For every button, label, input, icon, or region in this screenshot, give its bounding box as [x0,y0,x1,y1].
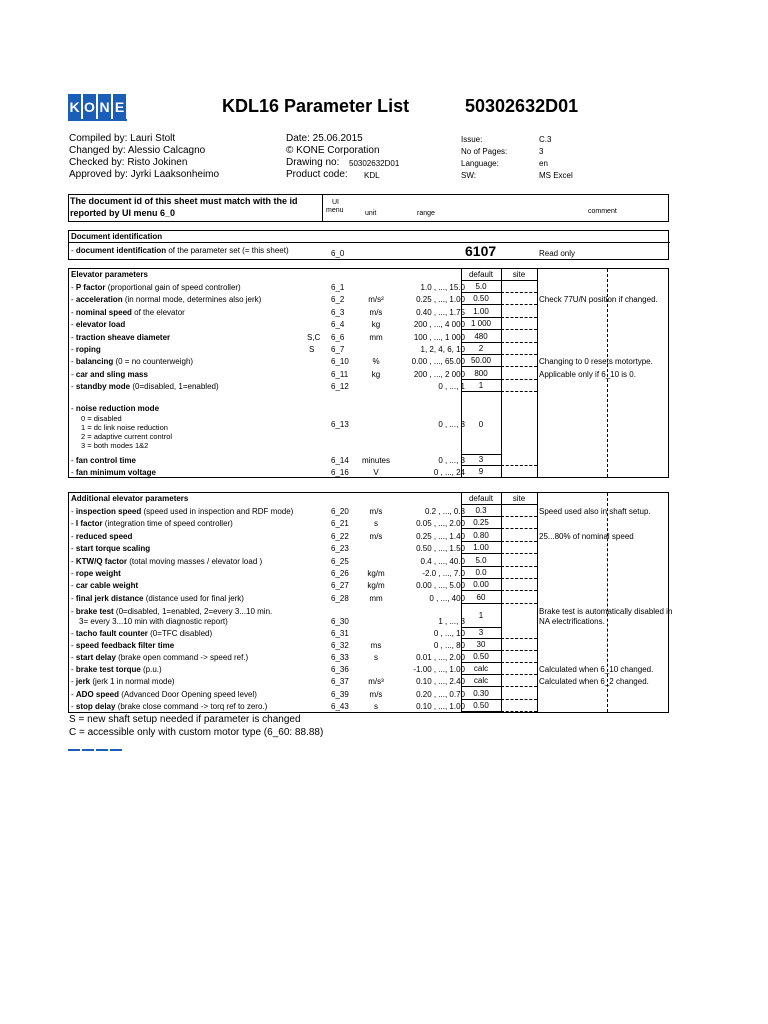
param-default: 60 [461,592,501,604]
additional-site-header: site [512,494,526,503]
param-ui-menu: 6_16 [331,467,349,477]
sw-label: SW: [461,171,476,180]
param-range: 0.2 , ..., 0.3 [424,507,465,516]
param-range: 200 , ..., 2 000 [413,369,465,379]
param-unit: m/s [369,307,383,317]
param-name: ADO speed [75,689,120,699]
param-unit: minutes [361,456,390,465]
param-range: 0 , ..., 3 [438,456,465,465]
param-comment: Changing to 0 resets motortype. [539,357,653,367]
elevator-default-header: default [468,270,494,279]
brake-test-default: 1 [478,611,484,620]
doc-id-desc-bold: document identification [75,246,167,255]
unit-header: unit [365,210,377,217]
param-unit: kg [371,320,381,330]
param-ui-menu: 6_43 [331,701,349,711]
param-default: calc [461,663,501,675]
param-desc: - I factor (integration time of speed controller) [71,519,233,529]
brake-test-desc: - brake test (0=disabled, 1=enabled, 2=every 3...10 min. [71,607,273,616]
param-default: 2 [461,343,501,355]
doc-id-ui: 6_0 [331,249,345,258]
param-note: (brake open command -> speed ref.) [115,653,249,663]
param-range: 0 , ..., 24 [433,467,465,477]
parameter-row [69,281,670,293]
pages-label: No of Pages: [461,147,508,156]
param-note: (in normal mode, determines also jerk) [122,295,262,305]
param-ui-menu: 6_27 [331,581,349,591]
parameter-row [69,505,670,517]
param-ui-menu: 6_11 [331,369,349,379]
param-name: start torque scaling [75,544,151,554]
param-default: calc [461,675,501,687]
param-ui-menu: 6_14 [331,456,349,465]
brake-test-range: 1 , ..., 3 [438,617,465,626]
param-site [501,281,537,293]
param-site [501,579,537,591]
param-name: roping [75,345,101,354]
param-unit: kg [371,369,381,379]
param-unit: m/s³ [368,677,384,687]
parameter-row [69,639,670,651]
param-desc: - car and sling mass [71,369,148,379]
param-desc: - start delay (brake open command -> speed ref.) [71,653,249,663]
product-code: KDL [364,171,380,180]
param-desc: - standby mode (0=disabled, 1=enabled) [71,382,219,392]
param-desc: - start torque scaling [71,544,151,554]
doc-id-desc-rest: of the parameter set (= this sheet) [166,246,289,255]
param-unit: kg/m [367,581,385,591]
param-ui-menu: 6_22 [331,531,349,541]
param-default: 3 [461,454,501,466]
compiled-by: Compiled by: Lauri Stolt [69,133,176,144]
param-desc: - fan minimum voltage [71,467,156,477]
param-note: (proportional gain of speed controller) [105,283,241,292]
param-name: fan control time [75,456,136,465]
param-comment: 25...80% of nominal speed [539,531,634,541]
additional-section [68,492,673,713]
document-number: 50302632D01 [465,96,579,116]
parameter-row [69,688,670,700]
param-name: standby mode [75,382,131,392]
param-default: 50.00 [461,355,501,367]
param-ui-menu: 6_25 [331,556,349,566]
param-ui-menu: 6_32 [331,641,349,651]
param-comment: Check 77U/N position if changed. [539,295,658,305]
param-comment: Calculated when 6_10 changed. [539,665,654,675]
param-unit: s [374,701,378,711]
param-default: 0.0 [461,567,501,579]
param-default: 1 [461,380,501,392]
param-ui-menu: 6_12 [331,382,349,392]
param-range: 0 , ..., 10 [433,629,465,638]
param-default: 3 [461,627,501,639]
param-default: 0.3 [461,505,501,517]
param-note: (integration time of speed controller) [102,519,233,529]
footnote-s: S = new shaft setup needed if parameter is changed [69,714,301,725]
param-range: 0.20 , ..., 0.70 [416,689,465,699]
param-ui-menu: 6_28 [331,593,349,603]
param-range: 100 , ..., 1 000 [413,332,465,342]
param-name: stop delay [75,701,116,711]
param-site [501,675,537,687]
footnote-c: C = accessible only with custom motor type (6_60: 88.88) [69,727,324,738]
parameter-row [69,592,670,604]
parameter-row [69,700,670,712]
ui-header-2: menu [326,207,344,214]
noise-ui: 6_13 [331,420,349,429]
param-site [501,663,537,675]
param-unit: m/s² [368,295,384,305]
param-site [501,567,537,579]
parameter-row [69,675,670,687]
noise-option-0: 0 = disabled [81,414,122,423]
param-site [501,555,537,567]
param-ui-menu: 6_10 [331,357,349,367]
param-desc: - P factor (proportional gain of speed controller) [71,283,241,292]
param-unit: ms [370,641,382,651]
param-site [501,293,537,305]
param-default: 0.00 [461,579,501,591]
brake-test-line2: 3= every 3...10 min with diagnostic report) [79,617,228,626]
noise-reduction-bold: noise reduction mode [75,404,160,413]
parameter-row [69,663,670,675]
param-site [501,505,537,517]
param-name: tacho fault counter [75,629,148,638]
param-name: jerk [75,677,91,687]
param-name: rope weight [75,569,121,578]
param-range: 200 , ..., 4 000 [413,320,465,330]
parameter-row [69,579,670,591]
param-name: balancing [75,357,114,367]
param-range: 0.10 , ..., 2.40 [416,677,465,687]
param-default: 0.80 [461,530,501,542]
param-range: 0.4 , ..., 40.0 [420,556,465,566]
param-name: nominal speed [75,307,132,317]
param-range: 0.10 , ..., 1.00 [416,701,465,711]
param-site [501,343,537,355]
param-desc: - final jerk distance (distance used for final jerk) [71,593,244,603]
param-ui-menu: 6_33 [331,653,349,663]
param-range: 0.05 , ..., 2.00 [416,519,465,529]
param-range: 0.25 , ..., 1.40 [416,531,465,541]
elevator-site-header: site [512,270,526,279]
param-site [501,530,537,542]
brake-test-comment-1: Brake test is automatically disabled in [539,607,673,616]
param-name: I factor [75,519,103,529]
param-ui-menu: 6_3 [331,307,345,317]
param-ui-menu: 6_20 [331,507,349,516]
param-note: (0=disabled, 1=enabled) [130,382,219,392]
param-name: final jerk distance [75,593,144,603]
parameter-row [69,627,670,639]
parameter-row [69,555,670,567]
doc-id-comment: Read only [539,249,576,258]
param-default: 0.30 [461,688,501,700]
parameter-row [69,517,670,529]
brake-test-bold: brake test [75,607,114,616]
band-text-line1: The document id of this sheet must match with the id [70,196,298,206]
param-range: 0.00 , ..., 5.00 [416,581,465,591]
param-unit: V [373,467,379,477]
param-unit: s [374,519,378,529]
elevator-section [68,268,669,478]
page-title: KDL16 Parameter List [222,96,410,116]
param-note: of the elevator [131,307,185,317]
parameter-row [69,343,670,355]
brake-test-ui: 6_30 [331,617,349,626]
comment-header: comment [588,208,617,215]
doc-id-rule [69,242,670,243]
param-range: -1.00 , ..., 1.00 [413,665,465,675]
param-ui-menu: 6_39 [331,689,349,699]
param-note: (distance used for final jerk) [143,593,244,603]
param-note: (total moving masses / elevator load ) [127,556,263,566]
param-name: inspection speed [75,507,142,516]
parameter-row [69,293,670,305]
param-site [501,688,537,700]
param-range: 0.40 , ..., 1.75 [416,307,465,317]
range-header: range [417,210,435,217]
param-note: (brake close command -> torq ref to zero.) [115,701,268,711]
param-name: elevator load [75,320,126,330]
param-site [501,318,537,330]
param-site [501,639,537,651]
param-default: 0.50 [461,293,501,305]
param-desc: - jerk (jerk 1 in normal mode) [71,677,175,687]
parameter-row [69,454,670,466]
param-site [501,592,537,604]
language: en [539,159,548,168]
param-comment: Applicable only if 6_10 is 0. [539,369,636,379]
param-range: 0.01 , ..., 2.00 [416,653,465,663]
additional-title: Additional elevator parameters [71,494,189,503]
doc-id-value: 6107 [465,243,497,259]
parameter-row [69,331,670,343]
param-desc: - nominal speed of the elevator [71,307,185,317]
param-site [501,517,537,529]
param-flag: S [309,345,315,354]
param-default: 480 [461,331,501,343]
param-range: -2.0 , ..., 7.0 [422,569,465,578]
param-desc: - rope weight [71,569,121,578]
param-default: 0.50 [461,651,501,663]
param-name: acceleration [75,295,123,305]
param-desc: - fan control time [71,456,136,465]
param-unit: m/s [369,507,383,516]
logo-underline [68,119,127,121]
param-default: 1.00 [461,542,501,554]
param-unit: mm [369,332,383,342]
param-range: 0 , ..., 1 [438,382,465,392]
param-range: 0 , ..., 80 [433,641,465,651]
parameter-row [69,567,670,579]
date: Date: 25.06.2015 [286,133,363,144]
parameter-row [69,318,670,330]
param-unit: m/s [369,531,383,541]
param-ui-menu: 6_4 [331,320,345,330]
parameter-row [69,380,670,392]
param-site [501,542,537,554]
band-text-line2: reported by UI menu 6_0 [70,208,176,218]
param-range: 0 , ..., 400 [429,593,465,603]
param-site [501,700,537,712]
parameter-row [69,355,670,367]
logo-letter-o: O [83,94,96,119]
param-name: car and sling mass [75,369,148,379]
product-code-label: Product code: [286,169,348,180]
param-site [501,380,537,392]
param-ui-menu: 6_2 [331,295,345,305]
band-divider [322,195,323,221]
brake-test-comment-2: NA electrifications. [539,617,605,626]
param-desc: - ADO speed (Advanced Door Opening speed level) [71,689,257,699]
blue-dash-decoration [68,749,124,751]
param-desc: - KTW/Q factor (total moving masses / elevator load ) [71,556,263,566]
additional-default-header: default [468,494,494,503]
param-default: 0.50 [461,700,501,712]
ui-header-1: UI [332,199,339,206]
param-desc: - inspection speed (speed used in inspection and RDF mode) [71,507,294,516]
param-range: 0.50 , ..., 1.50 [416,544,465,554]
param-unit: kg/m [367,569,385,578]
param-site [501,331,537,343]
param-note: (jerk 1 in normal mode) [90,677,175,687]
param-desc: - stop delay (brake close command -> torq ref to zero.) [71,701,268,711]
param-ui-menu: 6_36 [331,665,349,675]
param-desc: - acceleration (in normal mode, determines also jerk) [71,295,262,305]
approved-by: Approved by: Jyrki Laaksonheimo [69,169,220,180]
param-desc: - speed feedback filter time [71,641,175,651]
param-default: 800 [461,368,501,380]
param-note: (0=TFC disabled) [147,629,213,638]
param-ui-menu: 6_1 [331,283,345,292]
param-default: 30 [461,639,501,651]
param-range: 0.00 , ..., 65.00 [411,357,465,367]
column-header-band [68,194,669,222]
logo-letter-k: K [68,94,81,119]
param-note: (p.u.) [140,665,162,675]
param-unit: % [372,357,380,367]
param-desc: - reduced speed [71,531,133,541]
drawing-no-label: Drawing no: [286,157,340,168]
doc-id-desc: - document identification of the parameter set (= this sheet) [71,246,289,255]
param-desc: - traction sheave diameter [71,332,171,342]
param-name: fan minimum voltage [75,467,156,477]
param-range: 1.0 , ..., 15.0 [420,283,465,292]
param-ui-menu: 6_7 [331,345,345,354]
param-ui-menu: 6_21 [331,519,349,529]
param-site [501,306,537,318]
param-note: (0 = no counterweigh) [113,357,194,367]
noise-option-3: 3 = both modes 1&2 [81,441,149,450]
noise-reduction-desc: - noise reduction mode [71,404,160,413]
param-site [501,368,537,380]
param-desc: - balancing (0 = no counterweigh) [71,357,194,367]
param-desc: - tacho fault counter (0=TFC disabled) [71,629,213,638]
param-desc: - roping [71,345,101,354]
kone-logo [68,94,126,119]
parameter-row [69,530,670,542]
param-range: 0.25 , ..., 1.00 [416,295,465,305]
noise-range: 0 , ..., 3 [438,420,465,429]
param-unit: mm [369,593,383,603]
param-site [501,454,537,466]
param-note: (Advanced Door Opening speed level) [119,689,257,699]
param-note: (speed used in inspection and RDF mode) [141,507,294,516]
param-default: 5.0 [461,281,501,293]
elevator-title: Elevator parameters [71,270,148,279]
parameter-row [69,542,670,554]
checked-by: Checked by: Risto Jokinen [69,157,188,168]
param-ui-menu: 6_23 [331,544,349,554]
param-name: KTW/Q factor [75,556,127,566]
param-name: start delay [75,653,116,663]
param-flag: S,C [307,332,321,342]
param-unit: s [374,653,378,663]
noise-option-1: 1 = dc link noise reduction [81,423,168,432]
issue: C.3 [539,135,552,144]
param-site [501,355,537,367]
param-comment: Speed used also in shaft setup. [539,507,651,516]
param-name: car cable weight [75,581,139,591]
noise-option-2: 2 = adaptive current control [81,432,173,441]
pages: 3 [539,147,544,156]
doc-id-section [68,230,669,260]
parameter-row [69,651,670,663]
param-ui-menu: 6_6 [331,332,345,342]
parameter-row [69,466,670,478]
param-desc: - elevator load [71,320,126,330]
param-ui-menu: 6_31 [331,629,349,638]
param-ui-menu: 6_37 [331,677,349,687]
param-default: 9 [461,466,501,478]
param-name: traction sheave diameter [75,332,171,342]
parameter-row [69,368,670,380]
doc-id-title: Document identification [71,232,163,241]
param-site [501,627,537,639]
param-name: P factor [75,283,106,292]
param-name: brake test torque [75,665,141,675]
noise-default: 0 [478,420,484,429]
brake-test-rest: (0=disabled, 1=enabled, 2=every 3...10 min. [113,607,273,616]
param-site [501,466,537,478]
param-comment: Calculated when 6_2 changed. [539,677,649,687]
param-desc: - car cable weight [71,581,139,591]
param-default: 5.0 [461,555,501,567]
issue-label: Issue: [461,135,483,144]
param-unit: m/s [369,689,383,699]
param-name: speed feedback filter time [75,641,175,651]
param-default: 1 000 [461,318,501,330]
parameter-row [69,306,670,318]
param-name: reduced speed [75,531,133,541]
drawing-no: 50302632D01 [349,159,400,168]
copyright: © KONE Corporation [286,145,380,156]
changed-by: Changed by: Alessio Calcagno [69,145,206,156]
param-range: 1, 2, 4, 6, 10 [420,345,465,354]
language-label: Language: [461,159,499,168]
param-default: 1.00 [461,306,501,318]
sw: MS Excel [539,171,573,180]
param-default: 0.25 [461,517,501,529]
logo-letter-n: N [98,94,111,119]
logo-letter-e: E [113,94,126,119]
param-site [501,651,537,663]
param-desc: - brake test torque (p.u.) [71,665,162,675]
param-ui-menu: 6_26 [331,569,349,578]
